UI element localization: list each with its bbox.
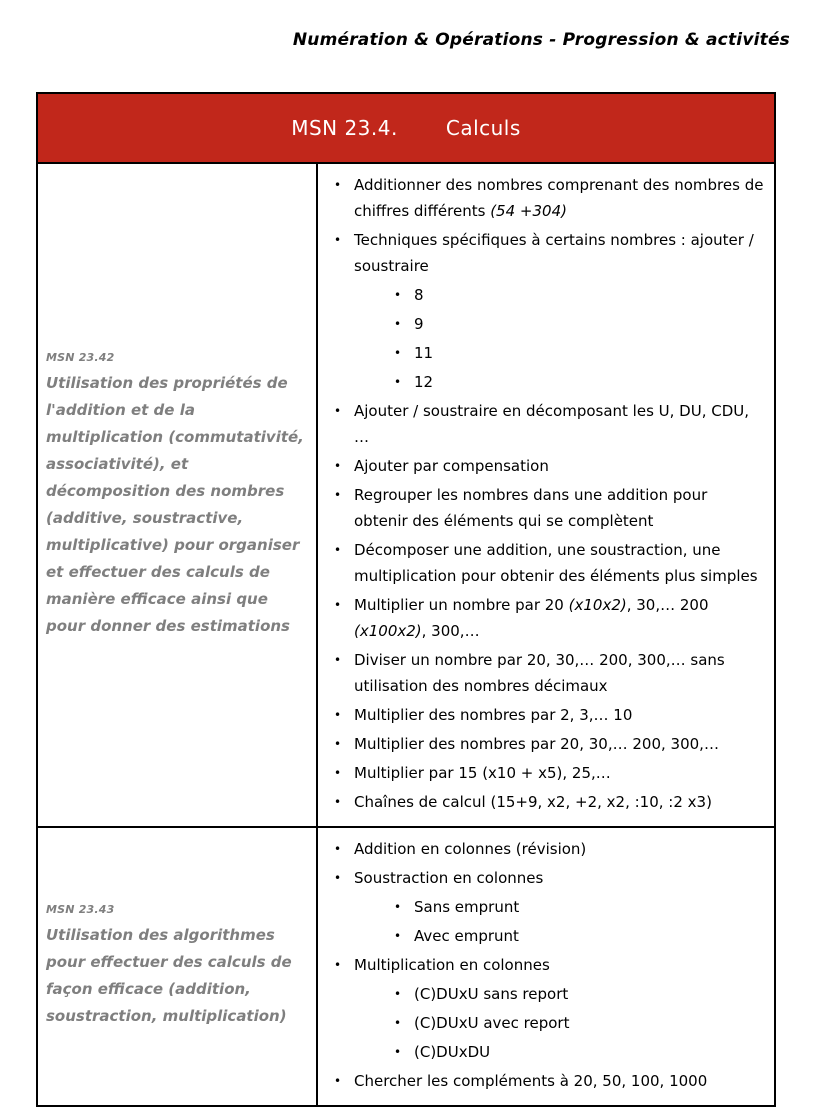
bullet-icon: • <box>334 795 342 809</box>
activities-cell <box>318 164 774 826</box>
bullet-item <box>334 592 764 644</box>
bullet-icon: • <box>334 1074 342 1088</box>
bullet-item <box>394 981 764 1007</box>
bullet-item <box>394 1039 764 1065</box>
bullet-item <box>334 702 764 728</box>
table-title-code: MSN 23.4. <box>291 116 398 140</box>
bullet-item <box>394 340 764 366</box>
calculs-table <box>36 92 776 1107</box>
bullet-icon: • <box>394 987 402 1001</box>
bullet-item <box>334 537 764 589</box>
bullet-item <box>394 894 764 920</box>
bullet-text: Multiplier par 15 (x10 + x5), 25,… <box>354 764 611 782</box>
objective-cell <box>38 828 318 1105</box>
bullet-item <box>334 398 764 450</box>
bullet-text: Avec emprunt <box>414 927 519 945</box>
document-header-title: Numération & Opérations - Progression & activités <box>292 30 790 50</box>
bullet-item <box>334 789 764 815</box>
bullet-item <box>334 952 764 978</box>
table-title-label: Calculs <box>445 116 521 140</box>
bullet-icon: • <box>394 929 402 943</box>
bullet-text: Multiplier des nombres par 2, 3,… 10 <box>354 706 633 724</box>
bullet-item <box>334 453 764 479</box>
bullet-text: Soustraction en colonnes <box>354 869 544 887</box>
bullet-icon: • <box>334 958 342 972</box>
bullet-item <box>334 865 764 891</box>
bullet-text: Multiplication en colonnes <box>354 956 550 974</box>
bullet-text: 9 <box>414 315 424 333</box>
bullet-text: 8 <box>414 286 424 304</box>
activities-cell <box>318 828 774 1105</box>
objective-description: Utilisation des propriétés de l'addition et de la multiplication (commutativité, associativité), et décomposition des nombres (additive, soustractive, multiplicative) pour organiser et effectuer des calculs de manière efficace ainsi que pour donner des estimations <box>46 373 304 635</box>
bullet-icon: • <box>334 737 342 751</box>
bullet-text: Multiplier des nombres par 20, 30,… 200, 300,… <box>354 735 719 753</box>
bullet-icon: • <box>334 404 342 418</box>
bullet-icon: • <box>334 459 342 473</box>
bullet-icon: • <box>334 871 342 885</box>
bullet-text: Ajouter par compensation <box>354 457 549 475</box>
bullet-icon: • <box>334 488 342 502</box>
bullet-item <box>334 227 764 279</box>
bullet-text: Diviser un nombre par 20, 30,… 200, 300,… sans utilisation des nombres décimaux <box>354 651 725 695</box>
bullet-icon: • <box>394 288 402 302</box>
bullet-item <box>334 731 764 757</box>
bullet-text: Techniques spécifiques à certains nombres : ajouter / soustraire <box>354 231 754 275</box>
bullet-icon: • <box>334 766 342 780</box>
bullet-text: Additionner des nombres comprenant des nombres de chiffres différents (54 +304) <box>354 176 764 220</box>
bullet-item <box>394 923 764 949</box>
bullet-item <box>334 836 764 862</box>
bullet-text: Décomposer une addition, une soustraction, une multiplication pour obtenir des éléments plus simples <box>354 541 758 585</box>
bullet-icon: • <box>334 598 342 612</box>
bullet-icon: • <box>394 346 402 360</box>
bullet-item <box>334 482 764 534</box>
bullet-text: Sans emprunt <box>414 898 520 916</box>
bullet-icon: • <box>334 233 342 247</box>
bullet-icon: • <box>394 1016 402 1030</box>
bullet-item <box>394 311 764 337</box>
bullet-icon: • <box>394 1045 402 1059</box>
bullet-item <box>334 760 764 786</box>
bullet-text: Chercher les compléments à 20, 50, 100, 1000 <box>354 1072 708 1090</box>
bullet-icon: • <box>394 317 402 331</box>
bullet-text: (C)DUxDU <box>414 1043 491 1061</box>
bullet-item <box>334 1068 764 1094</box>
bullet-icon: • <box>334 842 342 856</box>
bullet-text: Chaînes de calcul (15+9, x2, +2, x2, :10, :2 x3) <box>354 793 712 811</box>
bullet-text: (C)DUxU avec report <box>414 1014 570 1032</box>
bullet-text: 11 <box>414 344 434 362</box>
bullet-icon: • <box>394 900 402 914</box>
bullet-text: Multiplier un nombre par 20 (x10x2), 30,… 200 (x100x2), 300,… <box>354 596 709 640</box>
objective-description: Utilisation des algorithmes pour effectuer des calculs de façon efficace (addition, soustraction, multiplication) <box>46 926 292 1025</box>
bullet-item <box>394 369 764 395</box>
bullet-text: 12 <box>414 373 434 391</box>
bullet-text: Regrouper les nombres dans une addition pour obtenir des éléments qui se complètent <box>354 486 708 530</box>
bullet-icon: • <box>334 178 342 192</box>
table-title-bar <box>38 94 774 162</box>
objective-cell <box>38 164 318 826</box>
bullet-text: Addition en colonnes (révision) <box>354 840 587 858</box>
objective-ref: MSN 23.42 <box>46 350 115 364</box>
table-row-msn-23-43 <box>38 826 774 1105</box>
bullet-icon: • <box>334 708 342 722</box>
bullet-item <box>334 172 764 224</box>
bullet-icon: • <box>334 653 342 667</box>
bullet-text: (C)DUxU sans report <box>414 985 569 1003</box>
bullet-item <box>334 647 764 699</box>
objective-ref: MSN 23.43 <box>46 903 115 916</box>
bullet-icon: • <box>334 543 342 557</box>
bullet-text: Ajouter / soustraire en décomposant les U, DU, CDU, … <box>354 402 750 446</box>
table-row-msn-23-42 <box>38 162 774 826</box>
bullet-item <box>394 282 764 308</box>
bullet-icon: • <box>394 375 402 389</box>
bullet-item <box>394 1010 764 1036</box>
